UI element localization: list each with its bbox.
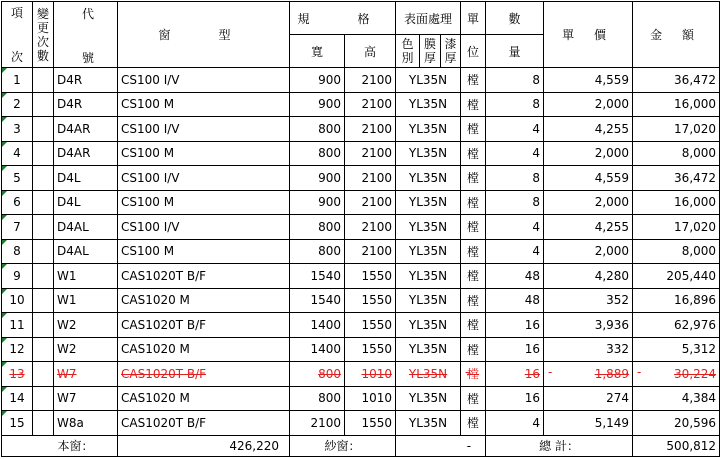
change-count-cell xyxy=(33,337,54,362)
qty-cell: 16 xyxy=(486,313,544,338)
header-qty-bottom: 量 xyxy=(486,35,544,68)
code-cell: D4R xyxy=(54,92,118,117)
footer-total-value: 500,812 xyxy=(633,435,720,456)
code-cell: W8a xyxy=(54,411,118,436)
table-row xyxy=(2,117,720,142)
qty-cell: 16 xyxy=(486,337,544,362)
height-cell: 1550 xyxy=(345,264,396,289)
table-row xyxy=(2,313,720,338)
item-no-cell: 5 xyxy=(2,166,33,191)
change-count-cell xyxy=(33,117,54,142)
window-type-cell: CS100 M xyxy=(118,190,290,215)
table-row xyxy=(2,386,720,411)
width-cell: 800 xyxy=(290,117,345,142)
amount-cell: 36,472 xyxy=(633,166,720,191)
qty-cell: 4 xyxy=(486,117,544,142)
height-cell: 2100 xyxy=(345,117,396,142)
window-type-cell: CAS1020T B/F xyxy=(118,264,290,289)
height-cell: 2100 xyxy=(345,141,396,166)
change-count-cell xyxy=(33,288,54,313)
item-no-cell: 15 xyxy=(2,411,33,436)
table-row xyxy=(2,337,720,362)
unit-price-cell: 4,280 xyxy=(544,264,633,289)
item-no-cell: 4 xyxy=(2,141,33,166)
finish-cell: YL35N xyxy=(396,166,461,191)
unit-price-cell: 332 xyxy=(544,337,633,362)
amount-cell: - 30,224 xyxy=(633,362,720,387)
item-no-cell: 7 xyxy=(2,215,33,240)
qty-cell: 48 xyxy=(486,264,544,289)
unit-cell: 樘 xyxy=(461,190,486,215)
unit-cell: 樘 xyxy=(461,386,486,411)
unit-cell: 樘 xyxy=(461,239,486,264)
height-cell: 1550 xyxy=(345,411,396,436)
height-cell: 2100 xyxy=(345,166,396,191)
qty-cell: 4 xyxy=(486,411,544,436)
unit-price-cell: 4,559 xyxy=(544,166,633,191)
code-cell: D4L xyxy=(54,190,118,215)
qty-cell: 8 xyxy=(486,190,544,215)
qty-cell: 16 xyxy=(486,386,544,411)
header-paint-thickness: 漆 厚 xyxy=(441,35,461,68)
finish-cell: YL35N xyxy=(396,68,461,93)
unit-cell: 樘 xyxy=(461,141,486,166)
height-cell: 1550 xyxy=(345,337,396,362)
unit-cell: 樘 xyxy=(461,288,486,313)
table-row xyxy=(2,288,720,313)
change-count-cell xyxy=(33,215,54,240)
header-code: 代 號 xyxy=(54,2,118,68)
table-row xyxy=(2,239,720,264)
footer-total-label: 總 計： xyxy=(486,435,633,456)
qty-cell: 4 xyxy=(486,141,544,166)
code-cell: D4AL xyxy=(54,239,118,264)
height-cell: 1550 xyxy=(345,288,396,313)
width-cell: 900 xyxy=(290,166,345,191)
width-cell: 1540 xyxy=(290,288,345,313)
amount-cell: 16,000 xyxy=(633,92,720,117)
header-height: 高 xyxy=(345,35,396,68)
qty-cell: 4 xyxy=(486,215,544,240)
code-cell: D4AR xyxy=(54,117,118,142)
finish-cell: YL35N xyxy=(396,117,461,142)
amount-cell: 16,896 xyxy=(633,288,720,313)
header-width: 寬 xyxy=(290,35,345,68)
item-no-cell: 13 xyxy=(2,362,33,387)
amount-cell: 17,020 xyxy=(633,215,720,240)
header-surface: 表面處理 xyxy=(396,2,461,35)
unit-price-cell: 5,149 xyxy=(544,411,633,436)
code-cell: D4R xyxy=(54,68,118,93)
table-row xyxy=(2,190,720,215)
width-cell: 800 xyxy=(290,362,345,387)
window-type-cell: CAS1020T B/F xyxy=(118,362,290,387)
item-no-cell: 1 xyxy=(2,68,33,93)
amount-cell: 8,000 xyxy=(633,239,720,264)
table-row xyxy=(2,362,720,387)
unit-price-cell: 2,000 xyxy=(544,141,633,166)
width-cell: 900 xyxy=(290,92,345,117)
unit-price-cell: 4,255 xyxy=(544,215,633,240)
change-count-cell xyxy=(33,141,54,166)
change-count-cell xyxy=(33,313,54,338)
height-cell: 2100 xyxy=(345,92,396,117)
amount-cell: 4,384 xyxy=(633,386,720,411)
width-cell: 900 xyxy=(290,190,345,215)
finish-cell: YL35N xyxy=(396,288,461,313)
footer-main-window-label: 本窗： xyxy=(33,435,118,456)
code-cell: D4L xyxy=(54,166,118,191)
finish-cell: YL35N xyxy=(396,215,461,240)
height-cell: 1010 xyxy=(345,362,396,387)
width-cell: 1400 xyxy=(290,337,345,362)
qty-cell: 48 xyxy=(486,288,544,313)
width-cell: 1540 xyxy=(290,264,345,289)
change-count-cell xyxy=(33,68,54,93)
height-cell: 2100 xyxy=(345,215,396,240)
unit-price-cell: 2,000 xyxy=(544,190,633,215)
change-count-cell xyxy=(33,92,54,117)
code-cell: D4AL xyxy=(54,215,118,240)
code-cell: W7 xyxy=(54,362,118,387)
footer-main-window-value: 426,220 xyxy=(118,435,290,456)
unit-cell: 樘 xyxy=(461,215,486,240)
code-cell: W2 xyxy=(54,313,118,338)
height-cell: 2100 xyxy=(345,239,396,264)
code-cell: D4AR xyxy=(54,141,118,166)
window-type-cell: CAS1020T B/F xyxy=(118,313,290,338)
code-cell: W7 xyxy=(54,386,118,411)
unit-price-cell: 2,000 xyxy=(544,92,633,117)
change-count-cell xyxy=(33,362,54,387)
header-unit-top: 單 xyxy=(461,2,486,35)
header-unit-bottom: 位 xyxy=(461,35,486,68)
header-item: 項 次 xyxy=(2,2,33,68)
amount-cell: 62,976 xyxy=(633,313,720,338)
table-row xyxy=(2,411,720,436)
change-count-cell xyxy=(33,166,54,191)
height-cell: 2100 xyxy=(345,68,396,93)
finish-cell: YL35N xyxy=(396,313,461,338)
change-count-cell xyxy=(33,411,54,436)
unit-price-cell: - 1,889 xyxy=(544,362,633,387)
qty-cell: 16 xyxy=(486,362,544,387)
finish-cell: YL35N xyxy=(396,386,461,411)
finish-cell: YL35N xyxy=(396,337,461,362)
change-count-cell xyxy=(33,386,54,411)
unit-price-cell: 4,255 xyxy=(544,117,633,142)
header-unit-price: 單 價 xyxy=(544,2,633,68)
code-cell: W2 xyxy=(54,337,118,362)
unit-cell: 樘 xyxy=(461,117,486,142)
item-no-cell: 3 xyxy=(2,117,33,142)
finish-cell: YL35N xyxy=(396,141,461,166)
window-type-cell: CAS1020 M xyxy=(118,337,290,362)
height-cell: 1550 xyxy=(345,313,396,338)
unit-cell: - 樘 xyxy=(461,362,486,387)
finish-cell: YL35N xyxy=(396,92,461,117)
finish-cell: YL35N xyxy=(396,264,461,289)
window-type-cell: CAS1020T B/F xyxy=(118,411,290,436)
item-no-cell: 9 xyxy=(2,264,33,289)
change-count-cell xyxy=(33,239,54,264)
change-count-cell xyxy=(33,264,54,289)
width-cell: 800 xyxy=(290,141,345,166)
amount-cell: 17,020 xyxy=(633,117,720,142)
table-row xyxy=(2,141,720,166)
qty-cell: 8 xyxy=(486,166,544,191)
unit-price-cell: 274 xyxy=(544,386,633,411)
code-cell: W1 xyxy=(54,288,118,313)
item-no-cell: 8 xyxy=(2,239,33,264)
qty-cell: 8 xyxy=(486,68,544,93)
amount-cell: 36,472 xyxy=(633,68,720,93)
unit-price-cell: 352 xyxy=(544,288,633,313)
unit-cell: 樘 xyxy=(461,313,486,338)
header-amount: 金 額 xyxy=(633,2,720,68)
table-row xyxy=(2,68,720,93)
unit-cell: 樘 xyxy=(461,68,486,93)
header-color: 色 別 xyxy=(396,35,420,68)
code-cell: W1 xyxy=(54,264,118,289)
unit-cell: 樘 xyxy=(461,264,486,289)
width-cell: 900 xyxy=(290,68,345,93)
unit-price-cell: 3,936 xyxy=(544,313,633,338)
amount-cell: 16,000 xyxy=(633,190,720,215)
unit-price-cell: 4,559 xyxy=(544,68,633,93)
table-row xyxy=(2,166,720,191)
finish-cell: YL35N xyxy=(396,190,461,215)
header-row-top xyxy=(2,2,720,35)
footer-screen-window-label: 紗窗： xyxy=(290,435,396,456)
item-no-cell: 11 xyxy=(2,313,33,338)
window-type-cell: CAS1020 M xyxy=(118,386,290,411)
height-cell: 1010 xyxy=(345,386,396,411)
window-type-cell: CS100 M xyxy=(118,141,290,166)
footer-screen-window-value: - xyxy=(396,435,486,456)
item-no-cell: 6 xyxy=(2,190,33,215)
item-no-cell: 12 xyxy=(2,337,33,362)
amount-cell: 5,312 xyxy=(633,337,720,362)
header-window-type: 窗 型 xyxy=(118,2,290,68)
header-qty-top: 數 xyxy=(486,2,544,35)
unit-cell: 樘 xyxy=(461,166,486,191)
window-type-cell: CS100 I/V xyxy=(118,68,290,93)
amount-cell: 8,000 xyxy=(633,141,720,166)
finish-cell: YL35N xyxy=(396,411,461,436)
width-cell: 800 xyxy=(290,239,345,264)
width-cell: 2100 xyxy=(290,411,345,436)
amount-cell: 205,440 xyxy=(633,264,720,289)
window-type-cell: CS100 I/V xyxy=(118,215,290,240)
height-cell: 2100 xyxy=(345,190,396,215)
table-row xyxy=(2,92,720,117)
window-type-cell: CS100 M xyxy=(118,92,290,117)
finish-cell: YL35N xyxy=(396,362,461,387)
finish-cell: YL35N xyxy=(396,239,461,264)
footer-blank xyxy=(2,435,33,456)
window-type-cell: CS100 I/V xyxy=(118,117,290,142)
header-spec: 規 格 xyxy=(290,2,396,35)
item-no-cell: 10 xyxy=(2,288,33,313)
footer-row xyxy=(2,435,720,456)
unit-cell: 樘 xyxy=(461,411,486,436)
window-type-cell: CAS1020 M xyxy=(118,288,290,313)
table-row xyxy=(2,264,720,289)
header-change-count: 變 更 次 數 xyxy=(33,2,54,68)
unit-price-cell: 2,000 xyxy=(544,239,633,264)
window-type-cell: CS100 M xyxy=(118,239,290,264)
item-no-cell: 2 xyxy=(2,92,33,117)
qty-cell: 8 xyxy=(486,92,544,117)
quotation-table xyxy=(1,1,720,457)
unit-cell: 樘 xyxy=(461,337,486,362)
width-cell: 1400 xyxy=(290,313,345,338)
window-type-cell: CS100 I/V xyxy=(118,166,290,191)
qty-cell: 4 xyxy=(486,239,544,264)
width-cell: 800 xyxy=(290,386,345,411)
table-row xyxy=(2,215,720,240)
width-cell: 800 xyxy=(290,215,345,240)
item-no-cell: 14 xyxy=(2,386,33,411)
header-film-thickness: 膜 厚 xyxy=(420,35,441,68)
change-count-cell xyxy=(33,190,54,215)
amount-cell: 20,596 xyxy=(633,411,720,436)
unit-cell: 樘 xyxy=(461,92,486,117)
